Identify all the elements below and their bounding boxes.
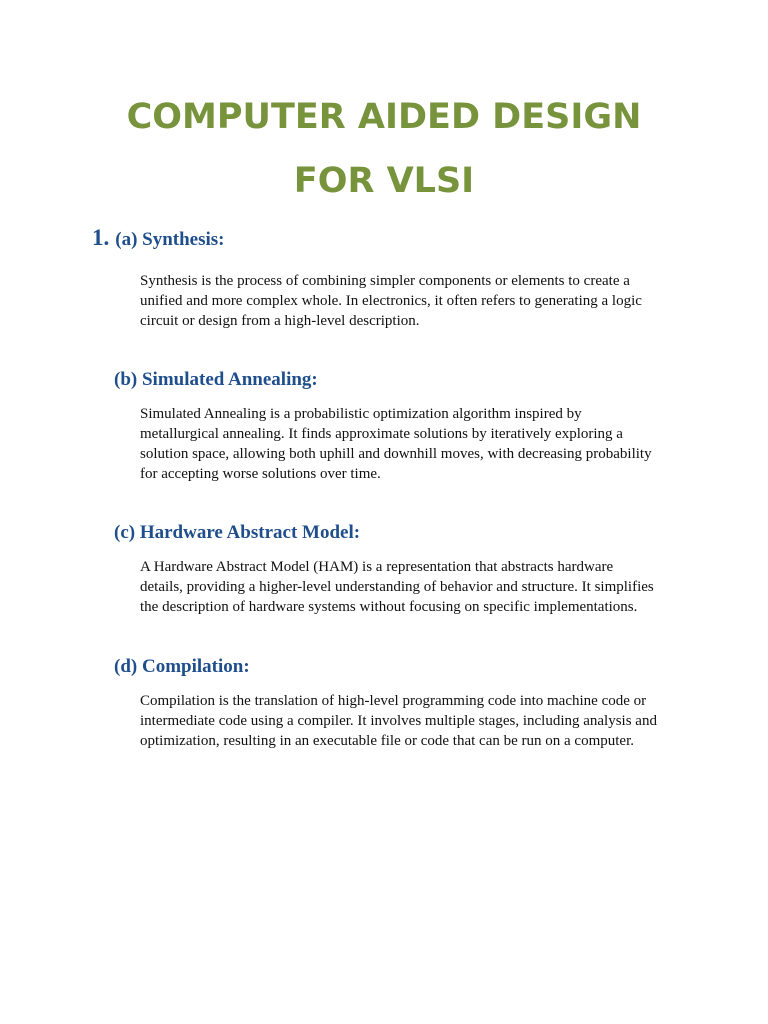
document-title-line-2: FOR VLSI: [293, 161, 475, 201]
section-heading-compilation: (d) Compilation:: [114, 656, 250, 677]
paragraph-line: solution space, allowing both uphill and downhill moves, with decreasing probability: [140, 446, 652, 462]
section-heading-text: (a) Synthesis:: [115, 229, 225, 250]
section-heading-hardware-abstract-model: (c) Hardware Abstract Model:: [114, 522, 361, 543]
paragraph-line: A Hardware Abstract Model (HAM) is a representation that abstracts hardware: [140, 559, 614, 575]
document-title-line-1: COMPUTER AIDED DESIGN: [126, 97, 642, 137]
section-body-simulated-annealing: [140, 404, 700, 484]
paragraph-line: Synthesis is the process of combining simpler components or elements to create a: [140, 273, 630, 289]
paragraph-line: for accepting worse solutions over time.: [140, 466, 381, 482]
paragraph-line: Simulated Annealing is a probabilistic optimization algorithm inspired by: [140, 406, 582, 422]
paragraph-line: unified and more complex whole. In electronics, it often refers to generating a logic: [140, 293, 642, 309]
section-heading-simulated-annealing: (b) Simulated Annealing:: [114, 369, 318, 390]
paragraph-line: details, providing a higher-level understanding of behavior and structure. It simplifies: [140, 579, 654, 595]
paragraph-line: optimization, resulting in an executable file or code that can be run on a computer.: [140, 733, 634, 749]
paragraph-line: circuit or design from a high-level description.: [140, 313, 420, 329]
section-body-hardware-abstract-model: [140, 557, 700, 617]
paragraph-line: the description of hardware systems without focusing on specific implementations.: [140, 599, 638, 615]
section-heading-synthesis: [92, 226, 225, 252]
section-body-synthesis: [140, 271, 700, 331]
paragraph-line: metallurgical annealing. It finds approximate solutions by iteratively exploring a: [140, 426, 623, 442]
section-body-compilation: [140, 691, 700, 751]
question-number: 1.: [92, 225, 110, 250]
paragraph-line: intermediate code using a compiler. It involves multiple stages, including analysis and: [140, 713, 657, 729]
paragraph-line: Compilation is the translation of high-level programming code into machine code or: [140, 693, 647, 709]
